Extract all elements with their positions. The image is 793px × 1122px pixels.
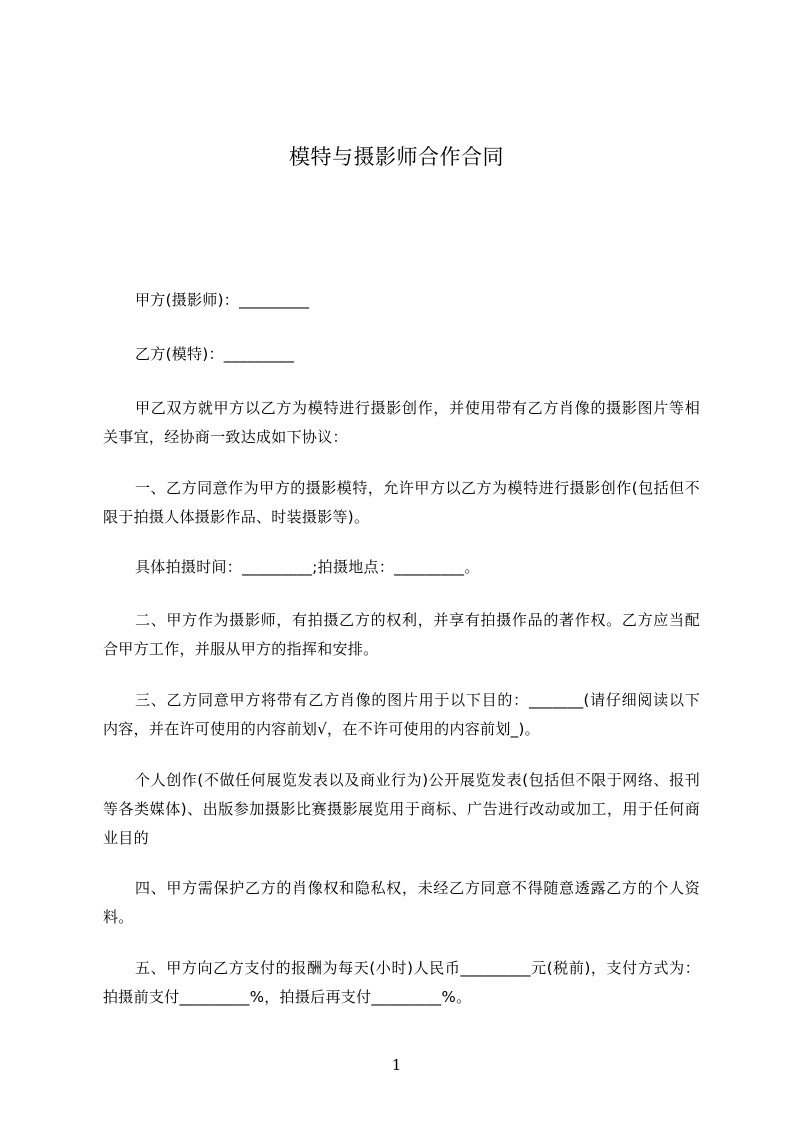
party-a-line: 甲方(摄影师)：_________ — [135, 291, 310, 309]
document-title: 模特与摄影师合作合同 — [289, 145, 504, 169]
usage-options-paragraph: 个人创作(不做任何展览发表以及商业行为)公开展览发表(包括但不限于网络、报刊等各类媒体)、出版参加摄影比赛摄影展览用于商标、广告进行改动或加工，用于任何商业目的 — [103, 771, 700, 847]
clause-5-paragraph: 五、甲方向乙方支付的报酬为每天(小时)人民币_________元(税前)，支付方式为：拍摄前支付_________%，拍摄后再支付_________%。 — [103, 959, 700, 1006]
clause-3-paragraph: 三、乙方同意甲方将带有乙方肖像的图片用于以下目的：_______(请仔细阅读以下内容，并在许可使用的内容前划√，在不许可使用的内容前划_)。 — [103, 691, 700, 738]
party-b-line: 乙方(模特)：_________ — [135, 345, 295, 363]
clause-4-paragraph: 四、甲方需保护乙方的肖像权和隐私权，未经乙方同意不得随意透露乙方的个人资料。 — [103, 879, 700, 926]
preamble-paragraph: 甲乙双方就甲方以乙方为模特进行摄影创作，并使用带有乙方肖像的摄影图片等相关事宜，经协商一致达成如下协议： — [103, 399, 700, 446]
shooting-time-place-line: 具体拍摄时间：_________;拍摄地点：_________。 — [135, 558, 480, 576]
clause-2-paragraph: 二、甲方作为摄影师，有拍摄乙方的权利，并享有拍摄作品的著作权。乙方应当配合甲方工作，并服从甲方的指挥和安排。 — [103, 611, 700, 658]
page-number: 1 — [391, 1056, 402, 1074]
clause-1-paragraph: 一、乙方同意作为甲方的摄影模特，允许甲方以乙方为模特进行摄影创作(包括但不限于拍摄人体摄影作品、时装摄影等)。 — [103, 479, 700, 526]
